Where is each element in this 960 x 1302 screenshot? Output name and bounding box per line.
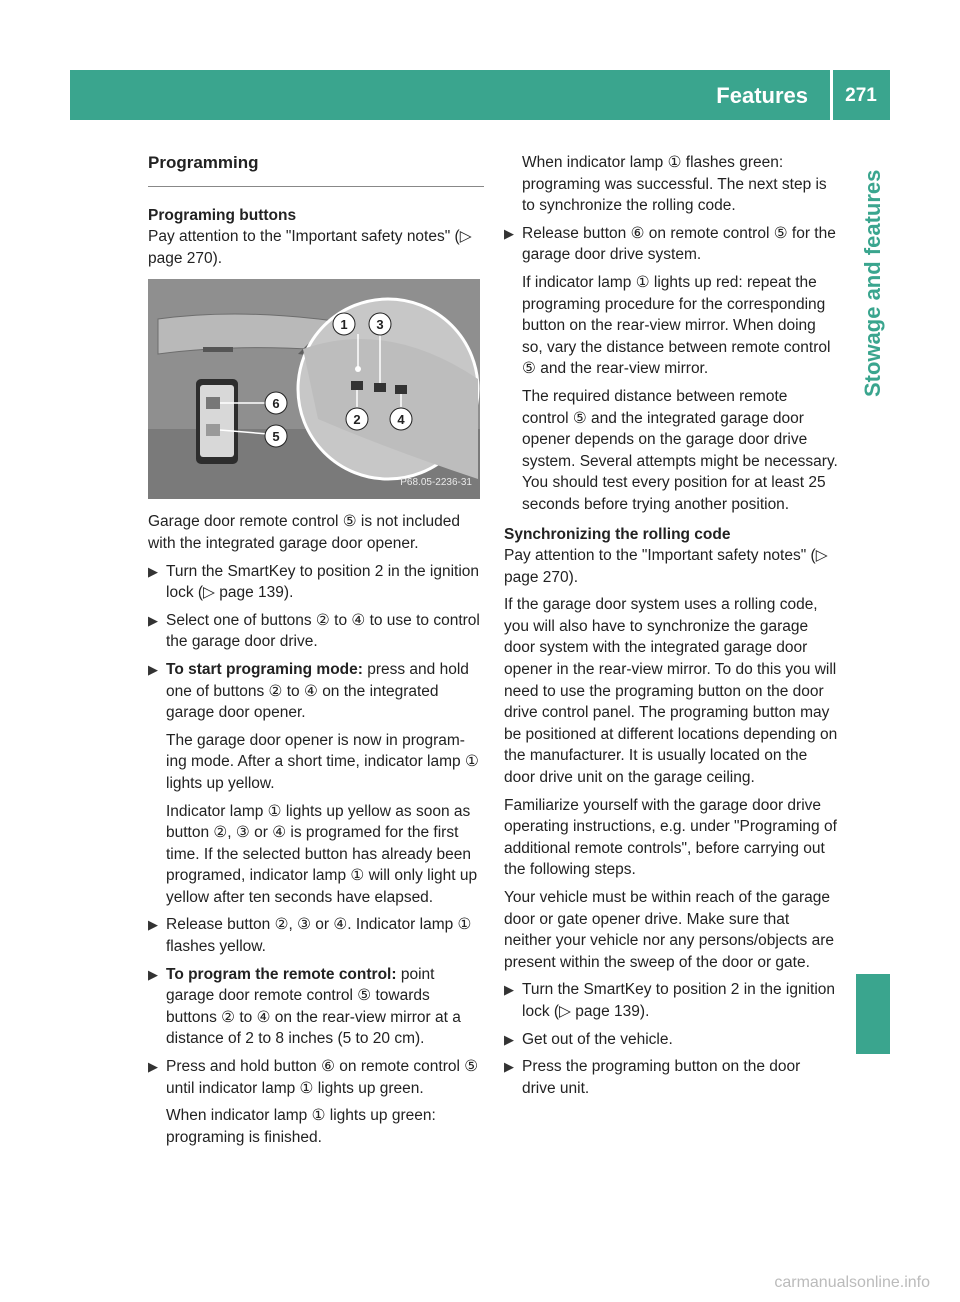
sub-heading-rolling-code: Synchronizing the rolling code	[504, 525, 731, 543]
safety-notes-reference: Pay attention to the "Important safety notes" (▷ page 270).	[148, 228, 472, 267]
page-number: 271	[845, 85, 877, 106]
step-release-remote-button: ▶ Release button ⑥ on remote control ⑤ for the garage door drive system.	[504, 224, 836, 264]
figure-caption: Garage door remote control ⑤ is not included with the integrated garage door opener.	[148, 513, 461, 552]
step-arrow-icon: ▶	[504, 982, 514, 998]
callout-2: 2	[353, 412, 361, 428]
safety-notes-reference: Pay attention to the "Important safety notes" (▷ page 270).	[504, 547, 828, 586]
step-arrow-icon: ▶	[148, 661, 158, 677]
sub-heading-programing-buttons: Programing buttons	[148, 206, 297, 224]
callout-1: 1	[340, 317, 348, 333]
step-start-programing: ▶ To start programing mode: press and hold one of buttons ② to ④ on the integrated garage door opener.	[148, 660, 469, 722]
step-label: To program the remote control:	[166, 965, 397, 983]
paragraph-safety: Your vehicle must be within reach of the garage door or gate opener drive. Make sure that neither your vehicle nor any persons/objects are present within the sweep of the door or gate.	[504, 889, 834, 971]
step-note: The required distance between remote control ⑤ and the integrated garage door opener depends on the garage door drive system. Several attempts might be necessary. You should test every position for at least 25 seconds before trying another position.	[522, 387, 838, 513]
step-note: If indicator lamp ① lights up red: repeat the programing procedure for the corresponding button on the rear-view mirror. When doing so, vary the distance between remote control ⑤ and the rear-view mirror.	[522, 273, 831, 378]
callout-5: 5	[272, 429, 280, 445]
step-note: Indicator lamp ① lights up yellow as soon as button ②, ③ or ④ is programed for the first time. If the selected button has already been programed, indicator lamp ① will only light up yellow after ten seconds have elapsed.	[166, 802, 478, 906]
step-select-button: ▶ Select one of buttons ② to ④ to use to control the garage door drive.	[148, 611, 480, 651]
section-title: Programming	[148, 140, 484, 187]
step-arrow-icon: ▶	[148, 917, 158, 933]
figure-id: P68.05-2236-31	[400, 476, 472, 488]
step-arrow-icon: ▶	[504, 1031, 514, 1047]
side-tab-marker	[856, 974, 890, 1054]
step-press-programing-button: ▶ Press the programing button on the door drive unit.	[504, 1058, 801, 1097]
step-get-out: ▶ Get out of the vehicle.	[504, 1029, 838, 1051]
step-arrow-icon: ▶	[148, 612, 158, 628]
step-arrow-icon: ▶	[148, 966, 158, 982]
callout-4: 4	[397, 412, 405, 428]
side-tab-label: Stowage and features	[860, 170, 885, 398]
step-program-remote: ▶ To program the remote control: point garage door remote control ⑤ towards buttons ② to ④ on the rear-view mirror at a distance of 2 to 8 inches (5 to 20 cm).	[148, 965, 461, 1048]
step-note: When indicator lamp ① lights up green: programing is finished.	[166, 1107, 436, 1146]
mirror-illustration	[148, 279, 480, 499]
step-release-button: ▶ Release button ②, ③ or ④. Indicator lamp ① flashes yellow.	[148, 916, 472, 956]
step-arrow-icon: ▶	[504, 225, 514, 241]
watermark: carmanualsonline.info	[774, 1274, 930, 1291]
step-turn-smartkey: ▶ Turn the SmartKey to position 2 in the ignition lock (▷ page 139).	[504, 981, 836, 1020]
step-arrow-icon: ▶	[148, 1059, 158, 1075]
step-note: When indicator lamp ① flashes green: programing was successful. The next step is to synchronize the rolling code.	[522, 154, 827, 215]
mirror-figure	[148, 279, 480, 499]
callout-3: 3	[376, 317, 384, 333]
paragraph-rolling-code: If the garage door system uses a rolling code, you will also have to synchronize the garage door system with the integrated garage door opener in the rear-view mirror. To do this you will need to use the programing button on the door drive control panel. The programing button may be positioned at different locations depending on the manufacturer. It is usually located on the door drive unit on the garage ceiling.	[504, 596, 838, 787]
right-column	[504, 152, 838, 1105]
step-press-hold: ▶ Press and hold button ⑥ on remote control ⑤ until indicator lamp ① lights up green.	[148, 1058, 479, 1097]
step-arrow-icon: ▶	[504, 1059, 514, 1075]
header-band	[70, 70, 890, 120]
callout-6: 6	[272, 396, 280, 412]
step-label: To start programing mode:	[166, 660, 363, 678]
step-arrow-icon: ▶	[148, 563, 158, 579]
step-turn-smartkey: ▶ Turn the SmartKey to position 2 in the ignition lock (▷ page 139).	[148, 562, 480, 602]
paragraph-instructions: Familiarize yourself with the garage door drive operating instructions, e.g. under "Programing of additional remote controls", before carrying out the following steps.	[504, 796, 837, 879]
step-note: The garage door opener is now in program-ing mode. After a short time, indicator lamp ① lights up yellow.	[166, 731, 479, 792]
left-column	[148, 140, 484, 1154]
header-title: Features	[716, 83, 808, 108]
